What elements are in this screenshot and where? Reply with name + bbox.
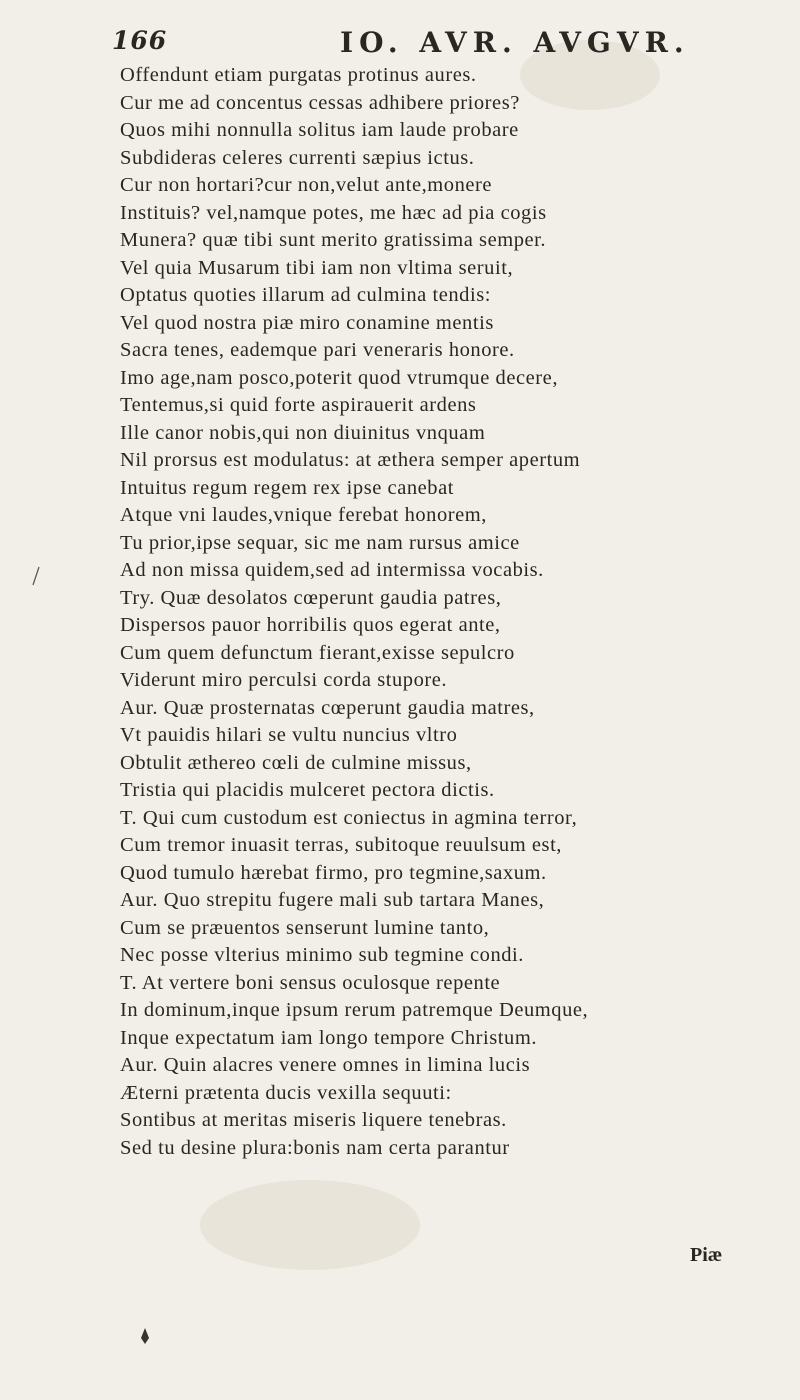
verse-line: Nil prorsus est modulatus: at æthera semper apertum xyxy=(120,449,581,471)
verse-line: Quos mihi nonnulla solitus iam laude probare xyxy=(120,119,519,141)
verse-line: Intuitus regum regem rex ipse canebat xyxy=(120,476,454,499)
catchword: Piæ xyxy=(690,1244,723,1266)
verse-line: Sontibus at meritas miseris liquere tenebras. xyxy=(120,1109,507,1131)
flourish-icon xyxy=(30,566,42,586)
verse-line: Ad non missa quidem,sed ad intermissa vocabis. xyxy=(120,559,544,581)
verse-line: Aur. Quo strepitu fugere mali sub tartara Manes, xyxy=(120,889,545,911)
verse-line: Aur. Quæ prosternatas cœperunt gaudia matres, xyxy=(120,696,535,719)
verse-line: Imo age,nam posco,poterit quod vtrumque decere, xyxy=(120,366,558,389)
verse-line: Munera? quæ tibi sunt merito gratissima semper. xyxy=(120,229,547,251)
verse-line: Subdideras celeres currenti sæpius ictus. xyxy=(120,146,475,169)
verse-line: Tu prior,ipse sequar, sic me nam rursus amice xyxy=(120,531,520,554)
verse-line: Cum tremor inuasit terras, subitoque reuulsum est, xyxy=(120,834,562,856)
verse-line: Æterni prætenta ducis vexilla sequuti: xyxy=(120,1081,452,1104)
verse-line: Cum quem defunctum fierant,exisse sepulcro xyxy=(120,641,515,664)
verse-line: Tristia qui placidis mulceret pectora dictis. xyxy=(120,779,495,801)
verse-line: Cur non hortari?cur non,velut ante,monere xyxy=(120,174,493,196)
verse-line: Instituis? vel,namque potes, me hæc ad pia cogis xyxy=(120,201,547,224)
running-head: IO. AVR. AVGVR. xyxy=(340,26,690,59)
verse-line: Ille canor nobis,qui non diuinitus vnquam xyxy=(120,421,486,444)
verse-line: Viderunt miro perculsi corda stupore. xyxy=(120,669,448,691)
verse-line: Vel quod nostra piæ miro conamine mentis xyxy=(120,311,494,334)
page-header xyxy=(112,26,752,62)
verse-line: Dispersos pauor horribilis quos egerat ante, xyxy=(120,614,501,636)
verse-line: Nec posse vlterius minimo sub tegmine condi. xyxy=(120,944,524,966)
verse-line: Cur me ad concentus cessas adhibere priores? xyxy=(120,91,520,114)
verse-line: Sed tu desine plura:bonis nam certa parantur xyxy=(120,1136,510,1159)
verse-line: Obtulit æthereo cœli de culmine missus, xyxy=(120,751,472,774)
verse-line: Optatus quoties illarum ad culmina tendis: xyxy=(120,284,491,306)
verse-line: In dominum,inque ipsum rerum patremque Deumque, xyxy=(120,999,589,1021)
page-number: 166 xyxy=(112,26,168,55)
verse-line: Try. Quæ desolatos cœperunt gaudia patres, xyxy=(120,586,502,609)
verse-line: Tentemus,si quid forte aspirauerit ardens xyxy=(120,394,477,416)
verse-line: Vel quia Musarum tibi iam non vltima seruit, xyxy=(120,256,514,279)
verse-text-block xyxy=(120,62,760,1162)
verse-line: Offendunt etiam purgatas protinus aures. xyxy=(120,64,477,86)
verse-line: Atque vni laudes,vnique ferebat honorem, xyxy=(120,504,487,526)
verse-line: Quod tumulo hærebat firmo, pro tegmine,saxum. xyxy=(120,861,547,884)
verse-line: Inque expectatum iam longo tempore Christum. xyxy=(120,1026,538,1049)
ornament-icon xyxy=(139,1326,151,1346)
paper-stain xyxy=(200,1180,420,1270)
verse-line: Sacra tenes, eademque pari veneraris honore. xyxy=(120,339,515,361)
verse-line: Vt pauidis hilari se vultu nuncius vltro xyxy=(120,724,458,746)
verse-line: Cum se præuentos senserunt lumine tanto, xyxy=(120,916,490,939)
verse-line: T. At vertere boni sensus oculosque repente xyxy=(120,971,501,994)
verse-line: T. Qui cum custodum est coniectus in agmina terror, xyxy=(120,806,578,829)
verse-line: Aur. Quin alacres venere omnes in limina lucis xyxy=(120,1054,531,1076)
